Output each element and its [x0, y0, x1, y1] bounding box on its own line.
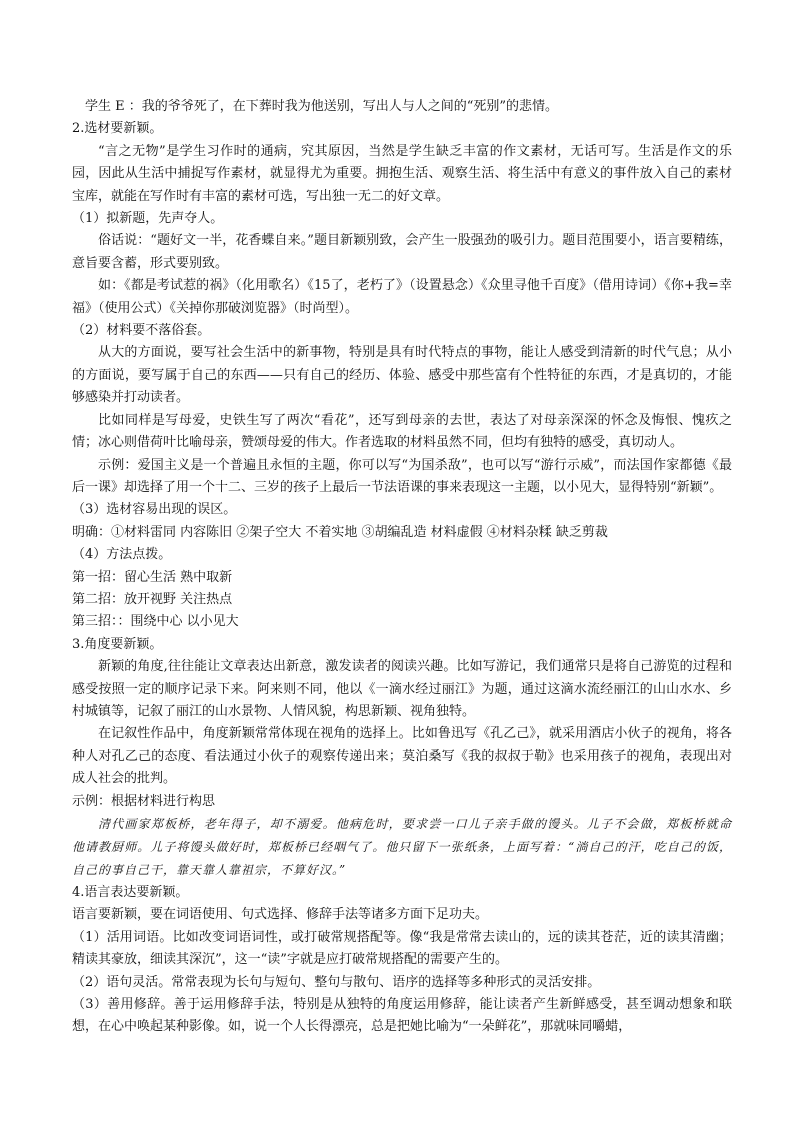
paragraph-mother-love: 比如同样是写母爱，史铁生写了两次“看花”，还写到母亲的去世，表达了对母亲深深的怀念及悔恨、愧疚之情；冰心则借荷叶比喻母亲，赞颂母爱的伟大。作者选取的材料虽然不同，但均有独特的感受，真切动人。	[72, 412, 732, 451]
subheading-not-cliche: （2）材料要不落俗套。	[72, 323, 211, 339]
paragraph-angle-travel: 新颖的角度,往往能让文章表达出新意，激发读者的阅读兴趣。比如写游记，我们通常只是将自己游览的过程和感受按照一定的顺序记录下来。阿来则不同，他以《一滴水经过丽江》为题，通过这滴水流经丽江的山山水水、乡村城镇等，记叙了丽江的山水景物、人情风貌，构思新颖、视角独特。	[72, 659, 732, 719]
method-1: 第一招：留心生活 熟中取新	[72, 569, 233, 585]
example-label: 示例：根据材料进行构思	[72, 793, 216, 809]
document-page	[72, 96, 732, 1039]
paragraph-pitfalls-list: 明确：①材料雷同 内容陈旧 ②架子空大 不着实地 ③胡编乱造 材料虚假 ④材料杂糅 缺乏剪裁	[72, 524, 608, 540]
paragraph-student-e: 学生 E ：我的爷爷死了，在下葬时我为他送别，写出人与人之间的“死别”的悲情。	[85, 99, 559, 114]
paragraph-material-intro: “言之无物”是学生习作时的通病，究其原因，当然是学生缺乏丰富的作文素材，无话可写。生活是作文的乐园，因此从生活中捕捉写作素材，就显得尤为重要。拥抱生活、观察生活、将生活中有意义的事件放入自己的素材宝库，就能在写作时有丰富的素材可选，写出独一无二的好文章。	[72, 143, 732, 204]
paragraph-proverb: 俗话说：“题好文一半，花香蝶自来。”题目新颖别致，会产生一股强劲的吸引力。题目范围要小，语言要精练，意旨要含蓄，形式要别致。	[72, 233, 732, 271]
example-zheng-banqiao: 清代画家郑板桥，老年得子，却不溺爱。他病危时，要求尝一口儿子亲手做的馒头。儿子不会做，郑板桥就命他请教厨师。儿子将馒头做好时，郑板桥已经咽气了。他只留下一张纸条，上面写着：“淌自己的汗，吃自己的饭，自己的事自己干，靠天靠人靠祖宗，不算好汉。”	[72, 817, 732, 877]
subheading-new-title: （1）拟新题，先声夺人。	[72, 211, 224, 227]
paragraph-big-small: 从大的方面说，要写社会生活中的新事物，特别是具有时代特点的事物，能让人感受到清新的时代气息；从小的方面说，要写属于自己的东西——只有自己的经历、体验、感受中那些富有个性特征的东西，才是真切的，才能够感染并打动读者。	[72, 345, 732, 406]
paragraph-language-intro: 语言要新颖，要在词语使用、句式选择、修辞手法等诸多方面下足功夫。	[72, 907, 489, 923]
method-2: 第二招：放开视野 关注热点	[72, 591, 233, 607]
paragraph-rhetoric: （3）善用修辞。善于运用修辞手法，特别是从独特的角度运用修辞，能让读者产生新鲜感受，甚至调动想象和联想，在心中唤起某种影像。如，说一个人长得漂亮，总是把她比喻为“一朵鲜花”，那就味同嚼蜡，	[72, 997, 732, 1035]
paragraph-title-examples: 如：《都是考试惹的祸》（化用歌名）《15了，老朽了》（设置悬念）《众里寻他千百度》（借用诗词）《你+我=幸福》（使用公式）《关掉你那破浏览器》（时尚型）。	[72, 278, 732, 316]
subheading-pitfalls: （3）选材容易出现的误区。	[72, 502, 237, 518]
section-heading-material: 2.选材要新颖。	[72, 121, 163, 137]
method-3: 第三招：：围绕中心 以小见大	[72, 614, 239, 630]
paragraph-angle-perspective: 在记叙性作品中，角度新颖常常体现在视角的选择上。比如鲁迅写《孔乙己》，就采用酒店小伙子的视角，将各种人对孔乙己的态度、看法通过小伙子的观察传递出来；莫泊桑写《我的叔叔于勒》也采用孩子的视角，表现出对成人社会的批判。	[72, 726, 732, 787]
subheading-methods: （4）方法点拨。	[72, 547, 172, 563]
section-heading-angle: 3.角度要新颖。	[72, 636, 163, 652]
paragraph-sentence-flex: （2）语句灵活。常常表现为长句与短句、整句与散句、语序的选择等多种形式的灵活安排。	[72, 974, 601, 990]
section-heading-language: 4.语言表达要新颖。	[72, 885, 189, 900]
paragraph-patriotism-example: 示例：爱国主义是一个普遍且永恒的主题，你可以写“为国杀敌”，也可以写“游行示威”，而法国作家都德《最后一课》却选择了用一个十二、三岁的孩子上最后一节法语课的事来表现这一主题，以小见大，显得特别“新颖”。	[72, 457, 732, 495]
paragraph-word-usage: （1）活用词语。比如改变词语词性，或打破常规搭配等。像“我是常常去读山的，远的读其苍茫，近的读其清幽；精读其豪放，细读其深沉”，这一“读”字就是应打破常规搭配的需要产生的。	[72, 929, 732, 968]
